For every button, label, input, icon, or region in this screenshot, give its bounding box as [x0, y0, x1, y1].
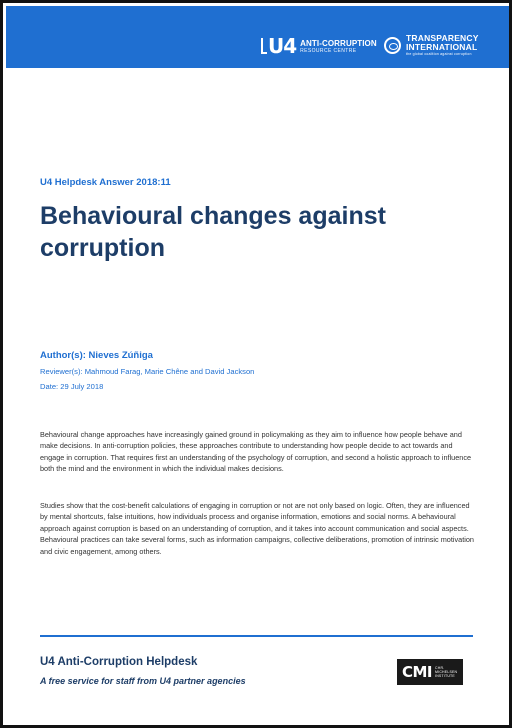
ti-logo-line2: INTERNATIONAL	[406, 42, 478, 52]
cmi-institute-name: CHR. MICHELSEN INSTITUTE	[435, 666, 458, 678]
author-line: Author(s): Nieves Zúñiga	[40, 350, 153, 361]
footer-divider	[40, 635, 473, 637]
ti-logo-line1: TRANSPARENCY	[406, 33, 479, 43]
cmi-logo	[397, 659, 463, 685]
u4-logo	[261, 35, 377, 57]
transparency-international-logo	[384, 34, 479, 57]
series-label: U4 Helpdesk Answer 2018:11	[40, 177, 171, 188]
u4-mark: U4	[261, 36, 296, 56]
summary-paragraph-2: Studies show that the cost-benefit calculations of engaging in corruption or not are not only based on logic. Often, they are influenced by mental shortcuts, false intuitions, how individuals process and organise information, emotions and social norms. A behavioural approach against corruption is based on an understanding of corruption, and it takes into account communication and social aspects. Behavioural practices can take several forms, such as information campaigns, collective deliberations, promotion of intrinsic motivation and civic engagement, among others.	[40, 501, 474, 556]
u4-logo-title: ANTI-CORRUPTION	[300, 38, 377, 48]
footer-subtitle: A free service for staff from U4 partner agencies	[40, 676, 246, 686]
reviewers-line: Reviewer(s): Mahmoud Farag, Marie Chêne and David Jackson	[40, 367, 255, 376]
u4-logo-subtitle: RESOURCE CENTRE	[300, 47, 357, 54]
header-band	[6, 6, 509, 68]
footer-title: U4 Anti-Corruption Helpdesk	[40, 656, 198, 668]
ti-logo-tagline: the global coalition against corruption	[406, 52, 472, 56]
document-title: Behavioural changes against corruption	[40, 202, 386, 262]
date-line: Date: 29 July 2018	[40, 382, 104, 391]
cmi-mark: CMI	[402, 663, 433, 681]
summary-paragraph-1: Behavioural change approaches have increasingly gained ground in policymaking as they aim to influence how people behave and make decisions. In anti-corruption policies, these approaches contribute to understanding how people decide to act towards and engage in corruption. That requires first an understanding of the psychology of corruption, and second a holistic approach to influence both the mind and the environment in which the individual makes decisions.	[40, 430, 472, 474]
globe-icon	[384, 37, 401, 54]
